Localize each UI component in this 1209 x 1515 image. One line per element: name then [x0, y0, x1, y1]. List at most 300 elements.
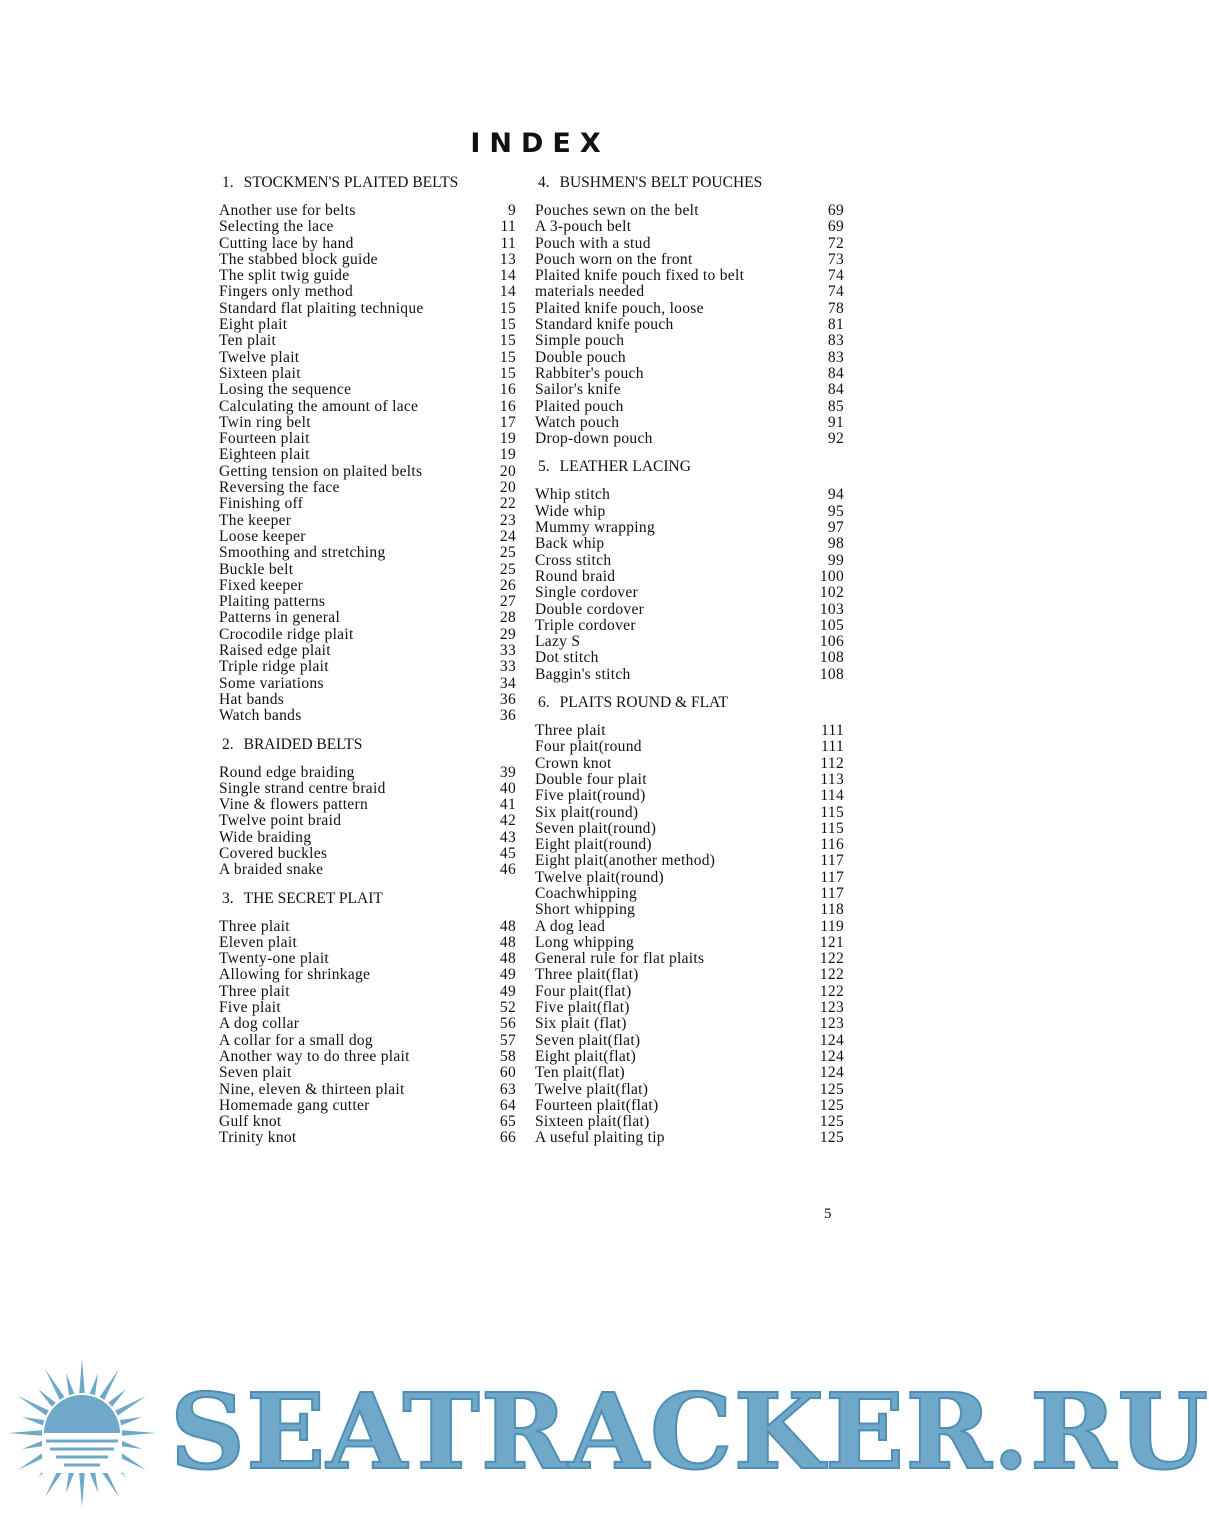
entry-page: 36: [499, 707, 516, 725]
entry-label: Eleven plait: [219, 933, 298, 951]
entry-page: 92: [827, 430, 844, 448]
entry-page: 33: [499, 642, 516, 660]
entry-label: Smoothing and stretching: [219, 544, 386, 562]
entry-label: Plaited knife pouch, loose: [535, 299, 704, 317]
sun-ray: [38, 1389, 56, 1407]
index-entry: [532, 252, 844, 268]
index-entry: [216, 301, 516, 317]
entry-page: 23: [499, 511, 516, 529]
entry-page: 48: [499, 917, 516, 935]
entry-label: Hat bands: [219, 690, 285, 708]
index-entry: [532, 203, 844, 219]
entry-page: 26: [499, 576, 516, 594]
index-entry: [216, 1082, 516, 1098]
index-entry: [532, 1000, 844, 1016]
entry-label: Ten plait(flat): [535, 1064, 625, 1082]
entry-page: 25: [499, 544, 516, 562]
entry-label: Getting tension on plaited belts: [219, 462, 423, 480]
entry-label: Plaited knife pouch fixed to belt: [535, 267, 745, 285]
entry-label: Fourteen plait: [219, 430, 310, 448]
index-entry: [532, 723, 844, 739]
entry-page: 73: [827, 250, 844, 268]
index-entry: [532, 967, 844, 983]
entry-label: A braided snake: [219, 861, 324, 879]
entry-page: 56: [499, 1015, 516, 1033]
entry-page: 42: [499, 812, 516, 830]
entry-page: 99: [827, 551, 844, 569]
section-number: 1.: [222, 174, 234, 191]
index-entry: [532, 1082, 844, 1098]
index-entry: [216, 219, 516, 235]
entry-page: 33: [499, 658, 516, 676]
entry-page: 100: [819, 567, 844, 585]
entry-page: 11: [500, 218, 516, 236]
entry-page: 63: [499, 1080, 516, 1098]
entry-label: Calculating the amount of lace: [219, 397, 419, 415]
entry-label: Twelve plait(flat): [535, 1080, 649, 1098]
entry-label: Twelve plait: [219, 348, 300, 366]
entry-page: 119: [820, 917, 844, 935]
index-entry: [532, 837, 844, 853]
entry-label: Six plait (flat): [535, 1015, 627, 1033]
entry-page: 48: [499, 933, 516, 951]
index-entry: [216, 1000, 516, 1016]
entry-label: Wide braiding: [219, 828, 312, 846]
index-entry: [532, 756, 844, 772]
entry-page: 78: [827, 299, 844, 317]
index-entry: [532, 399, 844, 415]
entry-page: 24: [499, 527, 516, 545]
entry-page: 125: [819, 1113, 844, 1131]
index-entry: [216, 317, 516, 333]
sun-ray: [108, 1389, 126, 1407]
entry-label: Nine, eleven & thirteen plait: [219, 1080, 405, 1098]
index-entry: [532, 772, 844, 788]
entry-page: 95: [827, 502, 844, 520]
section-number: 3.: [222, 889, 234, 907]
entry-page: 113: [820, 770, 844, 788]
sun-ray: [79, 1473, 85, 1507]
entry-page: 49: [499, 966, 516, 984]
entry-page: 94: [827, 486, 844, 504]
entry-label: materials needed: [535, 283, 645, 301]
entry-label: Drop-down pouch: [535, 430, 653, 448]
entry-page: 124: [819, 1064, 844, 1082]
index-entry: [532, 219, 844, 235]
entry-label: Standard flat plaiting technique: [219, 299, 424, 317]
index-entry: [532, 415, 844, 431]
entry-page: 122: [819, 982, 844, 1000]
entry-page: 25: [499, 560, 516, 578]
entry-page: 122: [819, 950, 844, 968]
entry-label: Sailor's knife: [535, 381, 621, 399]
entry-label: Homemade gang cutter: [219, 1096, 370, 1114]
entry-label: Coachwhipping: [535, 884, 638, 902]
entry-label: Crown knot: [535, 754, 612, 772]
section-title: THE SECRET PLAIT: [243, 889, 383, 907]
entry-label: Fixed keeper: [219, 576, 304, 594]
index-entry: [532, 1065, 844, 1081]
entry-page: 17: [499, 413, 516, 431]
index-entry: [216, 399, 516, 415]
entry-label: Eight plait(another method): [535, 852, 716, 870]
sun-ray: [8, 1430, 42, 1436]
entry-label: The stabbed block guide: [219, 250, 378, 268]
entry-page: 52: [499, 999, 516, 1017]
entry-page: 19: [499, 430, 516, 448]
entry-page: 111: [821, 722, 844, 740]
entry-page: 48: [499, 950, 516, 968]
entry-label: Whip stitch: [535, 486, 611, 504]
index-entry: [532, 504, 844, 520]
entry-label: Vine & flowers pattern: [219, 796, 368, 814]
index-entry: [216, 781, 516, 797]
page-number: 5: [824, 1206, 832, 1222]
index-entry: [216, 562, 516, 578]
entry-label: Short whipping: [535, 901, 636, 919]
entry-label: Crocodile ridge plait: [219, 625, 354, 643]
entry-label: Seven plait(flat): [535, 1031, 641, 1049]
index-entry: [216, 203, 516, 219]
section-heading: [532, 173, 844, 193]
index-entry: [216, 366, 516, 382]
sun-ray: [22, 1441, 44, 1449]
index-entry: [532, 487, 844, 503]
section-number: 4.: [538, 174, 550, 191]
index-entry: [216, 1130, 516, 1146]
index-entry: [216, 1114, 516, 1130]
entry-label: Finishing off: [219, 495, 304, 513]
entry-label: Sixteen plait: [219, 364, 301, 382]
index-entry: [532, 585, 844, 601]
index-section: [216, 173, 516, 725]
entry-page: 123: [819, 999, 844, 1017]
entry-page: 57: [499, 1031, 516, 1049]
entry-page: 115: [820, 803, 844, 821]
entry-label: Cross stitch: [535, 551, 612, 569]
entry-label: Eight plait(round): [535, 836, 652, 854]
entry-label: A dog lead: [535, 917, 606, 935]
entry-label: Covered buckles: [219, 844, 328, 862]
index-entry: [532, 919, 844, 935]
entry-label: Watch bands: [219, 707, 302, 725]
section-number: 5.: [538, 458, 550, 476]
index-entry: [216, 333, 516, 349]
sun-ray: [100, 1369, 119, 1400]
entry-page: 117: [820, 884, 844, 902]
entry-label: Lazy S: [535, 633, 581, 651]
entry-label: Three plait: [535, 722, 606, 740]
entry-label: Eighteen plait: [219, 446, 310, 464]
sun-icon: [8, 1359, 156, 1507]
entry-label: Double cordover: [535, 600, 645, 618]
entry-label: Ten plait: [219, 332, 277, 350]
entry-label: A collar for a small dog: [219, 1031, 373, 1049]
index-entry: [532, 1098, 844, 1114]
entry-label: Single cordover: [535, 584, 639, 602]
sun-ray: [122, 1430, 156, 1436]
watermark-text: SEATRACKER.RU: [170, 1370, 1209, 1493]
entry-page: 69: [827, 202, 844, 219]
index-entry: [532, 602, 844, 618]
entry-page: 91: [827, 413, 844, 431]
entry-label: Watch pouch: [535, 413, 620, 431]
index-entry: [216, 513, 516, 529]
entry-label: The split twig guide: [219, 267, 350, 285]
page-title: INDEX: [470, 128, 610, 159]
entry-page: 117: [820, 868, 844, 886]
entry-page: 72: [827, 234, 844, 252]
entry-page: 106: [819, 633, 844, 651]
entry-label: Mummy wrapping: [535, 519, 656, 537]
entry-label: Twelve point braid: [219, 812, 342, 830]
section-number: 2.: [222, 735, 234, 753]
entry-label: Seven plait(round): [535, 819, 657, 837]
entry-page: 124: [819, 1031, 844, 1049]
sun-ray: [79, 1359, 85, 1393]
index-entry: [216, 1065, 516, 1081]
index-entry: [216, 984, 516, 1000]
index-entry: [216, 627, 516, 643]
index-entry: [216, 268, 516, 284]
index-entry: [532, 951, 844, 967]
entry-label: Some variations: [219, 674, 324, 692]
entry-label: Cutting lace by hand: [219, 234, 354, 252]
index-column-left: [216, 173, 516, 1157]
index-entry: [532, 853, 844, 869]
index-entry: [532, 333, 844, 349]
entry-page: 81: [827, 316, 844, 334]
entry-label: Single strand centre braid: [219, 779, 386, 797]
index-entry: [216, 447, 516, 463]
entry-page: 125: [819, 1129, 844, 1147]
entry-page: 117: [820, 852, 844, 870]
index-entry: [532, 1049, 844, 1065]
index-entry: [216, 862, 516, 878]
entry-label: Plaited pouch: [535, 397, 624, 415]
entry-label: Raised edge plait: [219, 642, 331, 660]
entry-label: Twelve plait(round): [535, 868, 665, 886]
index-entry: [532, 536, 844, 552]
index-section: [532, 173, 844, 447]
entry-label: Six plait(round): [535, 803, 639, 821]
index-entry: [532, 569, 844, 585]
entry-label: Four plait(flat): [535, 982, 632, 1000]
entry-label: Three plait(flat): [535, 966, 639, 984]
section-title: PLAITS ROUND & FLAT: [559, 694, 728, 712]
entry-page: 20: [499, 462, 516, 480]
index-entry: [216, 708, 516, 724]
entry-label: Triple ridge plait: [219, 658, 329, 676]
entry-page: 102: [819, 584, 844, 602]
index-entry: [216, 350, 516, 366]
entry-label: Reversing the face: [219, 479, 340, 497]
entry-page: 66: [499, 1129, 516, 1147]
section-title: LEATHER LACING: [559, 458, 691, 476]
index-entry: [216, 1049, 516, 1065]
entry-page: 20: [499, 479, 516, 497]
entry-label: A useful plaiting tip: [535, 1129, 665, 1147]
index-entry: [532, 236, 844, 252]
entry-page: 40: [499, 779, 516, 797]
entry-page: 112: [820, 754, 844, 772]
entry-page: 105: [819, 616, 844, 634]
index-entry: [532, 821, 844, 837]
entry-page: 83: [827, 348, 844, 366]
entry-page: 111: [821, 738, 844, 756]
index-entry: [532, 902, 844, 918]
entry-label: Simple pouch: [535, 332, 625, 350]
index-entry: [532, 650, 844, 666]
index-entry: [532, 618, 844, 634]
sun-ray: [18, 1396, 49, 1415]
entry-page: 29: [499, 625, 516, 643]
entry-page: 121: [819, 933, 844, 951]
index-entry: [532, 984, 844, 1000]
entry-label: Four plait(round: [535, 738, 642, 756]
entry-label: Five plait: [219, 999, 281, 1017]
index-entry: [216, 951, 516, 967]
entry-page: 123: [819, 1015, 844, 1033]
entry-page: 9: [507, 202, 516, 219]
entry-label: Loose keeper: [219, 527, 306, 545]
index-section: [216, 889, 516, 1147]
index-entry: [216, 480, 516, 496]
entry-page: 16: [499, 381, 516, 399]
entry-label: Standard knife pouch: [535, 316, 674, 334]
index-entry: [532, 1033, 844, 1049]
index-entry: [532, 1130, 844, 1146]
index-entry: [216, 919, 516, 935]
entry-page: 108: [819, 649, 844, 667]
entry-label: Another way to do three plait: [219, 1047, 410, 1065]
sun-ray: [90, 1471, 98, 1493]
entry-page: 39: [499, 763, 516, 781]
entry-page: 15: [499, 364, 516, 382]
index-entry: [532, 805, 844, 821]
entry-label: Long whipping: [535, 933, 635, 951]
entry-page: 103: [819, 600, 844, 618]
entry-label: Baggin's stitch: [535, 665, 631, 683]
entry-page: 28: [499, 609, 516, 627]
sun-ray: [22, 1417, 44, 1425]
entry-label: Pouches sewn on the belt: [535, 202, 699, 219]
entry-label: Another use for belts: [219, 202, 356, 219]
index-entry: [532, 301, 844, 317]
entry-label: Back whip: [535, 535, 605, 553]
entry-page: 122: [819, 966, 844, 984]
index-entry: [532, 268, 844, 284]
entry-page: 14: [499, 267, 516, 285]
entry-page: 116: [820, 836, 844, 854]
entry-page: 16: [499, 397, 516, 415]
index-column-right: [532, 173, 844, 1157]
index-section: [216, 735, 516, 879]
section-heading: [532, 693, 844, 713]
sun-ray: [120, 1417, 142, 1425]
entry-label: Double four plait: [535, 770, 647, 788]
entry-label: Round braid: [535, 567, 616, 585]
entry-page: 13: [499, 250, 516, 268]
entry-label: Gulf knot: [219, 1113, 282, 1131]
index-entry: [532, 317, 844, 333]
entry-page: 64: [499, 1096, 516, 1114]
index-entry: [216, 529, 516, 545]
entry-page: 84: [827, 364, 844, 382]
index-entry: [532, 520, 844, 536]
entry-label: Selecting the lace: [219, 218, 334, 236]
index-entry: [532, 788, 844, 804]
index-entry: [216, 252, 516, 268]
section-title: STOCKMEN'S PLAITED BELTS: [243, 174, 459, 191]
entry-page: 15: [499, 332, 516, 350]
entry-page: 97: [827, 519, 844, 537]
index-entry: [216, 594, 516, 610]
index-entry: [532, 935, 844, 951]
index-entry: [216, 1016, 516, 1032]
entry-label: Losing the sequence: [219, 381, 352, 399]
entry-page: 85: [827, 397, 844, 415]
entry-page: 83: [827, 332, 844, 350]
index-entry: [532, 431, 844, 447]
entry-page: 11: [500, 234, 516, 252]
index-entry: [216, 431, 516, 447]
index-entry: [532, 870, 844, 886]
entry-page: 124: [819, 1047, 844, 1065]
entry-label: A dog collar: [219, 1015, 300, 1033]
entry-label: Five plait(flat): [535, 999, 630, 1017]
index-section: [532, 457, 844, 683]
entry-page: 14: [499, 283, 516, 301]
entry-page: 74: [827, 283, 844, 301]
entry-label: Twin ring belt: [219, 413, 311, 431]
index-section: [532, 693, 844, 1147]
entry-label: Three plait: [219, 917, 290, 935]
sun-ray: [45, 1369, 64, 1400]
entry-page: 43: [499, 828, 516, 846]
sun-ray: [90, 1373, 98, 1395]
index-entry: [532, 739, 844, 755]
entry-page: 60: [499, 1064, 516, 1082]
index-entry: [532, 382, 844, 398]
index-entry: [532, 1016, 844, 1032]
entry-page: 74: [827, 267, 844, 285]
entry-page: 49: [499, 982, 516, 1000]
index-entry: [216, 415, 516, 431]
section-title: BRAIDED BELTS: [243, 735, 363, 753]
entry-label: Patterns in general: [219, 609, 341, 627]
index-entry: [532, 553, 844, 569]
index-entry: [216, 578, 516, 594]
entry-page: 98: [827, 535, 844, 553]
sun-ray: [66, 1373, 74, 1395]
index-entry: [216, 284, 516, 300]
entry-page: 125: [819, 1080, 844, 1098]
index-entry: [216, 236, 516, 252]
entry-page: 114: [820, 787, 844, 805]
index-entry: [216, 659, 516, 675]
index-entry: [216, 813, 516, 829]
sun-ray: [115, 1396, 146, 1415]
index-entry: [532, 886, 844, 902]
entry-page: 125: [819, 1096, 844, 1114]
entry-label: Fourteen plait(flat): [535, 1096, 659, 1114]
entry-label: A 3-pouch belt: [535, 218, 632, 236]
section-heading: [216, 735, 516, 755]
index-entry: [216, 464, 516, 480]
section-number: 6.: [538, 694, 550, 712]
index-entry: [216, 967, 516, 983]
